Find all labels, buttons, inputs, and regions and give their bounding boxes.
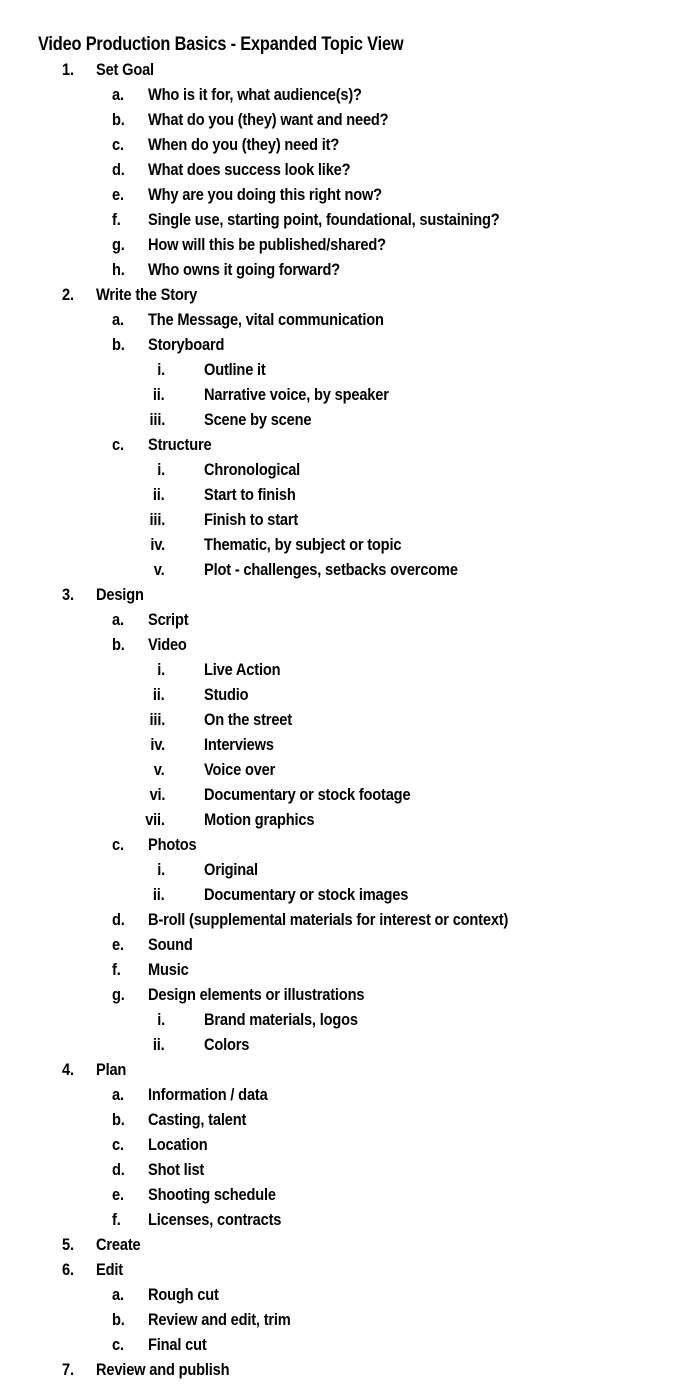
list-marker: 7. — [62, 1360, 74, 1379]
list-item-label: Create — [96, 1235, 141, 1254]
list-item-label: Brand materials, logos — [204, 1010, 358, 1029]
list-item — [0, 1107, 697, 1132]
list-item — [0, 1282, 697, 1307]
list-item-label: Location — [148, 1135, 208, 1154]
list-marker: i. — [157, 660, 165, 679]
list-item — [0, 1307, 697, 1332]
list-marker: ii. — [153, 685, 165, 704]
list-item-label: Start to finish — [204, 485, 296, 504]
list-item — [0, 1207, 697, 1232]
list-marker: f. — [112, 1210, 121, 1229]
list-item-label: Who owns it going forward? — [148, 260, 341, 279]
list-item — [0, 1082, 697, 1107]
list-item-label: Photos — [148, 835, 197, 854]
list-item — [0, 482, 697, 507]
list-item — [0, 232, 697, 257]
list-item-label: Review and publish — [96, 1360, 230, 1379]
list-item — [0, 307, 697, 332]
list-item-label: Rough cut — [148, 1285, 219, 1304]
list-item — [0, 932, 697, 957]
list-marker: iii. — [149, 510, 165, 529]
list-item — [0, 1257, 697, 1282]
list-marker: vii. — [145, 810, 165, 829]
list-item — [0, 607, 697, 632]
list-item — [0, 1357, 697, 1382]
list-item — [0, 707, 697, 732]
list-item — [0, 1007, 697, 1032]
list-marker: v. — [154, 560, 165, 579]
list-marker: v. — [154, 760, 165, 779]
list-item-label: Outline it — [204, 360, 266, 379]
list-item — [0, 882, 697, 907]
list-marker: ii. — [153, 385, 165, 404]
list-marker: i. — [157, 860, 165, 879]
list-marker: b. — [112, 635, 125, 654]
list-marker: e. — [112, 935, 124, 954]
list-item-label: Script — [148, 610, 189, 629]
outline-list — [0, 57, 697, 1382]
list-marker: d. — [112, 910, 125, 929]
list-marker: ii. — [153, 885, 165, 904]
list-marker: i. — [157, 360, 165, 379]
list-marker: iii. — [149, 710, 165, 729]
list-item — [0, 207, 697, 232]
list-marker: vi. — [149, 785, 165, 804]
list-item-label: Video — [148, 635, 187, 654]
list-item — [0, 657, 697, 682]
list-item-label: The Message, vital communication — [148, 310, 384, 329]
list-item-label: Information / data — [148, 1085, 268, 1104]
list-marker: 3. — [62, 585, 74, 604]
list-item — [0, 1157, 697, 1182]
list-item — [0, 982, 697, 1007]
list-marker: i. — [157, 460, 165, 479]
list-item — [0, 157, 697, 182]
list-item — [0, 1182, 697, 1207]
list-item-label: How will this be published/shared? — [148, 235, 386, 254]
list-item-label: Documentary or stock footage — [204, 785, 411, 804]
list-item-label: Thematic, by subject or topic — [204, 535, 402, 554]
list-marker: iii. — [149, 410, 165, 429]
list-marker: c. — [112, 1335, 124, 1354]
list-marker: 1. — [62, 60, 74, 79]
document-title — [0, 32, 697, 57]
list-item-label: Voice over — [204, 760, 276, 779]
list-item-label: Storyboard — [148, 335, 225, 354]
list-item-label: Sound — [148, 935, 193, 954]
list-item-label: Live Action — [204, 660, 281, 679]
list-marker: a. — [112, 85, 124, 104]
list-item — [0, 407, 697, 432]
list-item-label: Shooting schedule — [148, 1185, 276, 1204]
list-item — [0, 1132, 697, 1157]
list-item — [0, 107, 697, 132]
list-item-label: Write the Story — [96, 285, 198, 304]
list-marker: a. — [112, 310, 124, 329]
list-marker: a. — [112, 610, 124, 629]
list-marker: 2. — [62, 285, 74, 304]
list-item — [0, 357, 697, 382]
list-item — [0, 857, 697, 882]
list-marker: g. — [112, 985, 125, 1004]
list-item-label: Scene by scene — [204, 410, 312, 429]
list-item — [0, 132, 697, 157]
list-item — [0, 532, 697, 557]
list-marker: i. — [157, 1010, 165, 1029]
list-marker: b. — [112, 1310, 125, 1329]
list-marker: a. — [112, 1085, 124, 1104]
list-item — [0, 832, 697, 857]
list-item-label: On the street — [204, 710, 292, 729]
list-item — [0, 257, 697, 282]
list-item-label: Final cut — [148, 1335, 207, 1354]
list-marker: c. — [112, 435, 124, 454]
list-marker: c. — [112, 835, 124, 854]
list-marker: 4. — [62, 1060, 74, 1079]
document-title-text: Video Production Basics - Expanded Topic View — [38, 34, 404, 55]
list-marker: ii. — [153, 485, 165, 504]
list-item-label: Shot list — [148, 1160, 205, 1179]
list-marker: e. — [112, 185, 124, 204]
list-item — [0, 682, 697, 707]
list-item-label: Documentary or stock images — [204, 885, 409, 904]
list-item-label: Casting, talent — [148, 1110, 247, 1129]
list-item — [0, 632, 697, 657]
list-item — [0, 182, 697, 207]
list-item-label: Set Goal — [96, 60, 154, 79]
list-item — [0, 1057, 697, 1082]
list-item — [0, 382, 697, 407]
list-marker: 6. — [62, 1260, 74, 1279]
list-item-label: Finish to start — [204, 510, 299, 529]
list-item-label: Design — [96, 585, 144, 604]
list-item — [0, 732, 697, 757]
list-marker: iv. — [150, 735, 165, 754]
list-item — [0, 957, 697, 982]
list-item-label: Colors — [204, 1035, 250, 1054]
list-item — [0, 1232, 697, 1257]
list-marker: c. — [112, 1135, 124, 1154]
list-item — [0, 1332, 697, 1357]
list-item — [0, 457, 697, 482]
list-item-label: Narrative voice, by speaker — [204, 385, 389, 404]
list-item — [0, 507, 697, 532]
list-item — [0, 907, 697, 932]
list-item-label: Edit — [96, 1260, 123, 1279]
list-item-label: Single use, starting point, foundational, sustaining? — [148, 210, 500, 229]
list-item — [0, 282, 697, 307]
list-marker: f. — [112, 960, 121, 979]
list-item-label: Original — [204, 860, 258, 879]
list-item-label: Music — [148, 960, 189, 979]
list-item-label: Motion graphics — [204, 810, 315, 829]
list-marker: h. — [112, 260, 125, 279]
list-item-label: Plot - challenges, setbacks overcome — [204, 560, 458, 579]
list-marker: e. — [112, 1185, 124, 1204]
list-item — [0, 432, 697, 457]
list-item-label: Plan — [96, 1060, 127, 1079]
list-item — [0, 557, 697, 582]
list-item-label: Design elements or illustrations — [148, 985, 365, 1004]
list-marker: c. — [112, 135, 124, 154]
list-marker: b. — [112, 1110, 125, 1129]
list-item — [0, 782, 697, 807]
list-item — [0, 1032, 697, 1057]
list-item — [0, 57, 697, 82]
list-marker: ii. — [153, 1035, 165, 1054]
list-item — [0, 332, 697, 357]
list-item-label: B-roll (supplemental materials for interest or context) — [148, 910, 509, 929]
list-item — [0, 582, 697, 607]
list-item-label: Who is it for, what audience(s)? — [148, 85, 362, 104]
list-item — [0, 757, 697, 782]
list-item-label: Review and edit, trim — [148, 1310, 291, 1329]
list-marker: a. — [112, 1285, 124, 1304]
list-marker: b. — [112, 335, 125, 354]
list-item-label: When do you (they) need it? — [148, 135, 340, 154]
list-item-label: What does success look like? — [148, 160, 351, 179]
list-item-label: Why are you doing this right now? — [148, 185, 382, 204]
list-marker: 5. — [62, 1235, 74, 1254]
list-item-label: Interviews — [204, 735, 274, 754]
list-item-label: Chronological — [204, 460, 301, 479]
list-marker: f. — [112, 210, 121, 229]
list-item-label: Structure — [148, 435, 212, 454]
list-item-label: Studio — [204, 685, 249, 704]
list-marker: g. — [112, 235, 125, 254]
list-marker: d. — [112, 1160, 125, 1179]
list-marker: d. — [112, 160, 125, 179]
list-item — [0, 807, 697, 832]
list-marker: iv. — [150, 535, 165, 554]
list-item-label: What do you (they) want and need? — [148, 110, 389, 129]
list-item — [0, 82, 697, 107]
list-item-label: Licenses, contracts — [148, 1210, 282, 1229]
list-marker: b. — [112, 110, 125, 129]
